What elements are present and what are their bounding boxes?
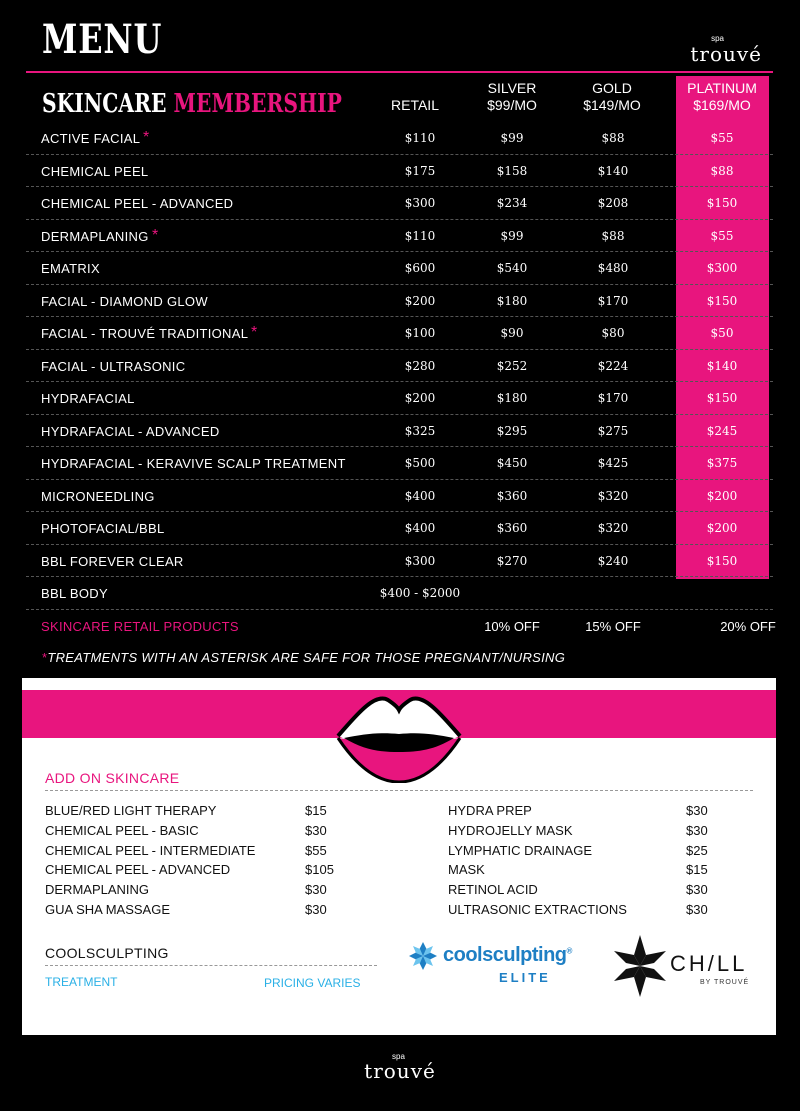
retail-price: $500 (404, 456, 436, 470)
add-on-name: ULTRASONIC EXTRACTIONS (448, 901, 627, 917)
treatment-name: PHOTOFACIAL/BBL (41, 521, 165, 536)
list-item (448, 841, 748, 861)
platinum-price: $150 (706, 391, 738, 405)
table-row (26, 187, 773, 220)
add-on-price: $30 (686, 822, 708, 838)
add-on-name: CHEMICAL PEEL - INTERMEDIATE (45, 842, 256, 858)
add-on-name: GUA SHA MASSAGE (45, 901, 170, 917)
list-item (448, 900, 748, 920)
treatment-name: ACTIVE FACIAL (41, 131, 141, 146)
asterisk-footnote: *TREATMENTS WITH AN ASTERISK ARE SAFE FOR THOSE PREGNANT/NURSING (42, 650, 566, 665)
add-on-price: $30 (305, 901, 327, 917)
list-item (448, 801, 748, 821)
table-row (26, 285, 773, 318)
coolsculpting-price: PRICING VARIES (264, 976, 361, 990)
silver-price: $252 (496, 358, 528, 373)
platinum-price: $200 (706, 488, 738, 503)
silver-discount: 10% OFF (484, 618, 540, 634)
add-on-price: $15 (686, 862, 708, 878)
treatment-name: HYDRAFACIAL - KERAVIVE SCALP TREATMENT (41, 456, 346, 471)
gold-price: $425 (597, 456, 629, 470)
platinum-price: $300 (706, 261, 738, 275)
retail-price: $400 (404, 521, 436, 535)
add-on-skincare-title: ADD ON SKINCARE (45, 770, 180, 786)
treatment-name: CHEMICAL PEEL (41, 163, 149, 179)
platinum-price: $200 (706, 521, 738, 535)
silver-price: $360 (496, 521, 528, 535)
add-on-price: $30 (305, 822, 327, 838)
silver-price: $180 (496, 293, 528, 308)
platinum-price: $55 (710, 131, 734, 145)
add-on-price: $30 (686, 901, 708, 917)
gold-price: $170 (597, 293, 629, 308)
treatment-name: BBL FOREVER CLEAR (41, 553, 184, 569)
star-icon (612, 933, 668, 999)
add-on-name: CHEMICAL PEEL - BASIC (45, 822, 199, 838)
header-divider (26, 71, 773, 73)
pregnancy-safe-asterisk: * (152, 226, 159, 244)
platinum-price: $140 (706, 358, 738, 373)
treatment-name: MICRONEEDLING (41, 488, 155, 504)
treatment-name: CHEMICAL PEEL - ADVANCED (41, 196, 234, 211)
lips-icon (334, 678, 464, 783)
retail-price: $200 (404, 293, 436, 308)
add-on-name: LYMPHATIC DRAINAGE (448, 842, 592, 858)
retail-price: $200 (404, 391, 436, 405)
table-row (26, 512, 773, 545)
silver-price: $450 (496, 456, 528, 470)
add-on-divider (45, 790, 753, 791)
table-row (26, 122, 773, 155)
retail-price: $280 (404, 358, 436, 373)
pregnancy-safe-asterisk: * (143, 129, 150, 146)
add-on-name: DERMAPLANING (45, 882, 150, 898)
table-row (26, 577, 773, 610)
retail-price: $300 (404, 196, 436, 210)
coolsculpting-treatment: TREATMENT (45, 975, 118, 989)
treatment-name: FACIAL - DIAMOND GLOW (41, 293, 208, 309)
treatment-name: HYDRAFACIAL - ADVANCED (41, 423, 220, 439)
coolsculpting-divider (45, 965, 377, 966)
add-on-price: $30 (686, 803, 708, 818)
treatment-name: HYDRAFACIAL (41, 391, 135, 406)
retail-price: $300 (404, 553, 436, 568)
col-head-platinum: PLATINUM $169/MO (687, 80, 757, 113)
chill-by-trouve-logo: CH/LL BY TROUVÉ (612, 933, 762, 1003)
table-row (26, 220, 773, 253)
list-item (448, 860, 748, 880)
treatment-name: DERMAPLANING (41, 228, 149, 244)
add-on-name: HYDRA PREP (448, 803, 532, 818)
platinum-price: $150 (706, 196, 738, 210)
retail-price: $110 (404, 131, 436, 145)
list-item (45, 821, 365, 841)
footer-trouve-logo: spa trouvé (364, 1052, 436, 1083)
gold-price: $80 (601, 326, 625, 340)
pregnancy-safe-asterisk: * (251, 324, 258, 341)
list-item (45, 801, 365, 821)
col-head-silver: SILVER $99/MO (487, 80, 537, 113)
table-row (26, 415, 773, 448)
table-row (26, 252, 773, 285)
add-on-price: $55 (305, 842, 327, 858)
silver-price: $360 (496, 488, 528, 503)
silver-price: $99 (500, 131, 524, 145)
treatment-name: EMATRIX (41, 261, 100, 276)
treatment-name: FACIAL - ULTRASONIC (41, 358, 186, 374)
add-on-name: MASK (448, 862, 485, 878)
table-row (26, 317, 773, 350)
silver-price: $295 (496, 423, 528, 438)
table-row (26, 382, 773, 415)
add-on-name: CHEMICAL PEEL - ADVANCED (45, 862, 231, 878)
coolsculpting-title: COOLSCULPTING (45, 945, 169, 961)
gold-price: $275 (597, 423, 629, 438)
gold-price: $88 (601, 131, 625, 145)
retail-price: $325 (404, 423, 436, 438)
gold-price: $320 (597, 488, 629, 503)
silver-price: $270 (496, 553, 528, 568)
silver-price: $234 (496, 196, 528, 210)
table-row (26, 447, 773, 480)
add-on-price: $25 (686, 842, 708, 858)
add-on-name: BLUE/RED LIGHT THERAPY (45, 803, 217, 818)
table-row (26, 350, 773, 383)
menu-title: MENU (42, 16, 163, 63)
gold-price: $140 (597, 163, 629, 178)
add-on-name: HYDROJELLY MASK (448, 822, 573, 838)
platinum-discount: 20% OFF (720, 618, 776, 634)
retail-price: $100 (404, 326, 436, 340)
platinum-price: $55 (710, 228, 734, 243)
table-row (26, 545, 773, 578)
col-head-gold: GOLD $149/MO (583, 80, 641, 113)
coolsculpting-elite-logo: coolsculpting® ELITE (407, 940, 587, 990)
membership-table (26, 122, 776, 641)
retail-price: $175 (404, 163, 436, 178)
spa-trouve-logo: spa trouvé (690, 34, 762, 66)
list-item (45, 860, 365, 880)
silver-price: $99 (500, 228, 524, 243)
add-on-price: $105 (305, 862, 334, 878)
table-row (26, 155, 773, 188)
skincare-membership-title: SKINCARE MEMBERSHIP (42, 89, 342, 119)
add-on-name: RETINOL ACID (448, 882, 538, 898)
gold-discount: 15% OFF (585, 618, 641, 634)
add-on-list-left (45, 801, 365, 920)
list-item (448, 821, 748, 841)
platinum-price: $375 (706, 456, 738, 470)
retail-price: $110 (404, 228, 436, 243)
silver-price: $90 (500, 326, 524, 340)
platinum-price: $245 (706, 423, 738, 438)
retail-products-label: SKINCARE RETAIL PRODUCTS (41, 618, 239, 634)
gold-price: $88 (601, 228, 625, 243)
add-on-price: $30 (305, 882, 327, 898)
platinum-price: $150 (706, 293, 738, 308)
snowflake-icon (407, 940, 439, 972)
retail-price: $400 (404, 488, 436, 503)
table-row (26, 480, 773, 513)
col-head-retail: RETAIL (391, 97, 439, 113)
silver-price: $158 (496, 163, 528, 178)
silver-price: $180 (496, 391, 528, 405)
platinum-price: $88 (710, 163, 734, 178)
silver-price: $540 (496, 261, 528, 275)
retail-price: $400 - $2000 (379, 586, 461, 600)
list-item (45, 841, 365, 861)
list-item (45, 880, 365, 900)
add-on-price: $30 (686, 882, 708, 898)
gold-price: $480 (597, 261, 629, 275)
gold-price: $240 (597, 553, 629, 568)
platinum-price: $150 (706, 553, 738, 568)
add-on-card (22, 678, 776, 1035)
gold-price: $224 (597, 358, 629, 373)
treatment-name: BBL BODY (41, 586, 108, 601)
treatment-name: FACIAL - TROUVÉ TRADITIONAL (41, 326, 249, 341)
gold-price: $208 (597, 196, 629, 210)
retail-price: $600 (404, 261, 436, 275)
retail-products-row (26, 610, 776, 642)
platinum-price: $50 (710, 326, 734, 340)
gold-price: $320 (597, 521, 629, 535)
gold-price: $170 (597, 391, 629, 405)
add-on-list-right (448, 801, 748, 920)
list-item (45, 900, 365, 920)
add-on-price: $15 (305, 803, 327, 818)
list-item (448, 880, 748, 900)
